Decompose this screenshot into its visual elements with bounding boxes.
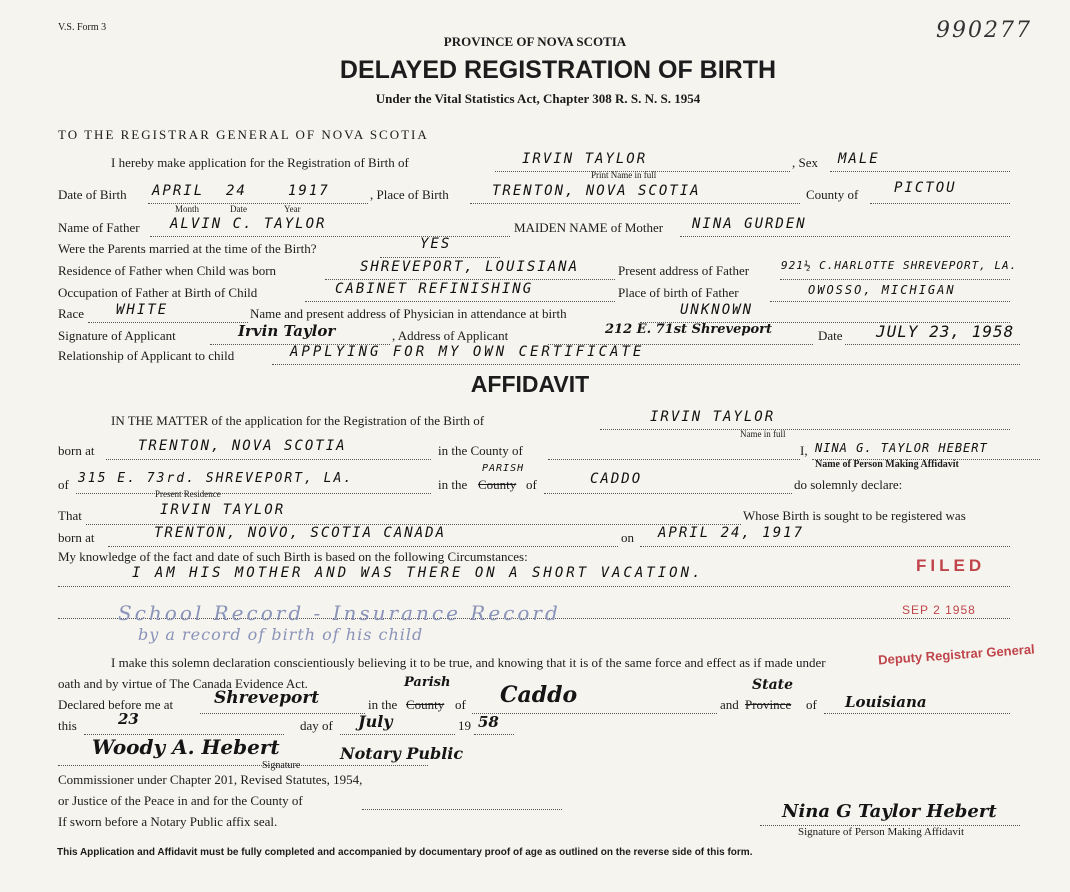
- married-value: YES: [420, 236, 452, 252]
- born-on-value: APRIL 24, 1917: [658, 525, 805, 541]
- born-at2-label: born at: [58, 530, 95, 545]
- father-name: ALVIN C. TAYLOR: [170, 216, 327, 232]
- county-label: County of: [806, 187, 859, 202]
- declared-parish: Caddo: [500, 682, 578, 708]
- in-the2-label: in the: [368, 697, 398, 712]
- parish-value: CADDO: [590, 471, 643, 487]
- declared-day: 23: [118, 710, 139, 728]
- father-birthplace-label: Place of birth of Father: [618, 285, 739, 300]
- county-struck-2: County: [406, 697, 445, 712]
- month-caption: Month: [175, 204, 200, 214]
- sought-label: Whose Birth is sought to be registered was: [743, 508, 966, 523]
- pob-value: TRENTON, NOVA SCOTIA: [492, 183, 701, 199]
- father-residence-label: Residence of Father when Child was born: [58, 263, 277, 278]
- addressee: TO THE REGISTRAR GENERAL OF NOVA SCOTIA: [58, 127, 429, 142]
- applicant-address-label: , Address of Applicant: [392, 328, 509, 343]
- father-birthplace: OWOSSO, MICHIGAN: [808, 283, 956, 297]
- apply-label: I hereby make application for the Registration of Birth of: [111, 155, 409, 170]
- of4-label: of: [806, 697, 817, 712]
- married-label: Were the Parents married at the time of the Birth?: [58, 241, 317, 256]
- father-present: 921½ C.HARLOTTE SHREVEPORT, LA.: [781, 259, 1018, 272]
- registrar-stamp: Deputy Registrar General: [877, 641, 1036, 668]
- and-label: and: [720, 697, 739, 712]
- declared-label: Declared before me at: [58, 697, 174, 712]
- print-name-caption: Print Name in full: [591, 170, 657, 180]
- dob-label: Date of Birth: [58, 187, 127, 202]
- footer-note: This Application and Affidavit must be fully completed and accompanied by documentary proof of age as outlined on the reverse side of this form.: [57, 847, 753, 858]
- affiant-caption: Name of Person Making Affidavit: [815, 459, 959, 470]
- of-label: of: [58, 477, 69, 492]
- born-at-label: born at: [58, 443, 95, 458]
- date-label: Date: [818, 328, 843, 343]
- affiant-signature: Nina G Taylor Hebert: [782, 801, 997, 822]
- declared-month: July: [358, 712, 393, 731]
- circumstance-1: I AM HIS MOTHER AND WAS THERE ON A SHORT VACATION.: [132, 565, 704, 581]
- relationship-value: APPLYING FOR MY OWN CERTIFICATE: [290, 344, 645, 360]
- matter-label: IN THE MATTER of the application for the Registration of the Birth of: [111, 413, 485, 428]
- affiant-name: NINA G. TAYLOR HEBERT: [815, 441, 988, 455]
- father-residence: SHREVEPORT, LOUISIANA: [360, 259, 580, 275]
- justice-label: or Justice of the Peace in and for the County of: [58, 793, 303, 808]
- notary-title: Notary Public: [340, 744, 464, 763]
- affidavit-heading: AFFIDAVIT: [470, 371, 590, 397]
- that-label: That: [58, 508, 82, 523]
- year-prefix: 19: [458, 718, 471, 733]
- father-label: Name of Father: [58, 220, 140, 235]
- knowledge-label: My knowledge of the fact and date of such Birth is based on the following Circumstances:: [58, 549, 528, 564]
- dob-date: 24: [226, 183, 247, 199]
- declared-state: Louisiana: [845, 693, 927, 711]
- file-number: 990277: [936, 18, 1032, 43]
- province-struck: Province: [745, 697, 792, 712]
- occupation-value: CABINET REFINISHING: [335, 281, 534, 297]
- sex-value: MALE: [838, 151, 880, 167]
- filed-stamp: FILED: [916, 556, 986, 575]
- mother-name: NINA GURDEN: [692, 216, 807, 232]
- dob-month: APRIL: [152, 183, 205, 199]
- year-suffix: 58: [478, 713, 499, 731]
- race-label: Race: [58, 306, 84, 321]
- in-the-label: in the: [438, 477, 468, 492]
- child-name: IRVIN TAYLOR: [522, 151, 648, 167]
- residence-caption: Present Residence: [155, 489, 221, 499]
- declared-place: Shreveport: [214, 688, 320, 708]
- affiant-signature-caption: Signature of Person Making Affidavit: [798, 826, 964, 838]
- occupation-label: Occupation of Father at Birth of Child: [58, 285, 258, 300]
- declaration-line-1: I make this solemn declaration conscientiously believing it to be true, and knowing that it is of the same force and effect as if made under: [111, 655, 826, 670]
- name-in-full-caption: Name in full: [740, 429, 786, 439]
- county-struck: County: [478, 477, 517, 492]
- that-name: IRVIN TAYLOR: [160, 502, 286, 518]
- form-number: V.S. Form 3: [58, 22, 107, 33]
- affidavit-child-name: IRVIN TAYLOR: [650, 409, 776, 425]
- signature-caption: Signature: [262, 760, 301, 771]
- born-at2-value: TRENTON, NOVO, SCOTIA CANADA: [154, 525, 447, 541]
- mother-label: MAIDEN NAME of Mother: [514, 220, 664, 235]
- race-value: WHITE: [116, 302, 169, 318]
- commissioner-signature: Woody A. Hebert: [92, 735, 280, 759]
- physician-value: UNKNOWN: [680, 302, 754, 318]
- commissioner-label: Commissioner under Chapter 201, Revised Statutes, 1954,: [58, 772, 363, 787]
- day-of-label: day of: [300, 718, 333, 733]
- declare-label: do solemnly declare:: [794, 477, 903, 492]
- of3-label: of: [455, 697, 466, 712]
- parish-inserted-2: Parish: [404, 675, 451, 690]
- dob-year: 1917: [288, 183, 330, 199]
- pob-label: , Place of Birth: [370, 187, 449, 202]
- province-heading: PROVINCE OF NOVA SCOTIA: [443, 34, 627, 49]
- affiant-residence: 315 E. 73rd. SHREVEPORT, LA.: [78, 471, 354, 486]
- applicant-signature: Irvin Taylor: [238, 322, 336, 340]
- sex-label: , Sex: [792, 155, 818, 170]
- i-label: I,: [800, 443, 808, 458]
- applicant-address: 212 E. 71st Shreveport: [605, 322, 772, 337]
- notary-label: If sworn before a Notary Public affix seal.: [58, 814, 278, 829]
- year-caption: Year: [284, 204, 301, 214]
- relationship-label: Relationship of Applicant to child: [58, 348, 235, 363]
- state-inserted: State: [752, 677, 794, 693]
- physician-label: Name and present address of Physician in attendance at birth: [250, 306, 567, 321]
- born-at-value: TRENTON, NOVA SCOTIA: [138, 438, 347, 454]
- county-value: PICTOU: [894, 180, 957, 196]
- father-present-label: Present address of Father: [618, 263, 750, 278]
- in-county-label: in the County of: [438, 443, 523, 458]
- signature-label: Signature of Applicant: [58, 328, 176, 343]
- circumstance-3: by a record of birth of his child: [138, 625, 424, 644]
- parish-inserted: PARISH: [482, 463, 525, 474]
- this-label: this: [58, 718, 77, 733]
- of2-label: of: [526, 477, 537, 492]
- date-caption: Date: [230, 204, 247, 214]
- circumstance-2: School Record - Insurance Record: [118, 601, 561, 625]
- on-label: on: [621, 530, 634, 545]
- application-date: JULY 23, 1958: [876, 322, 1015, 341]
- page-subtitle: Under the Vital Statistics Act, Chapter 308 R. S. N. S. 1954: [375, 91, 701, 106]
- page-title: DELAYED REGISTRATION OF BIRTH: [339, 56, 777, 84]
- declaration-line-2: oath and by virtue of The Canada Evidence Act.: [58, 676, 308, 691]
- filed-date: SEP 2 1958: [902, 603, 976, 617]
